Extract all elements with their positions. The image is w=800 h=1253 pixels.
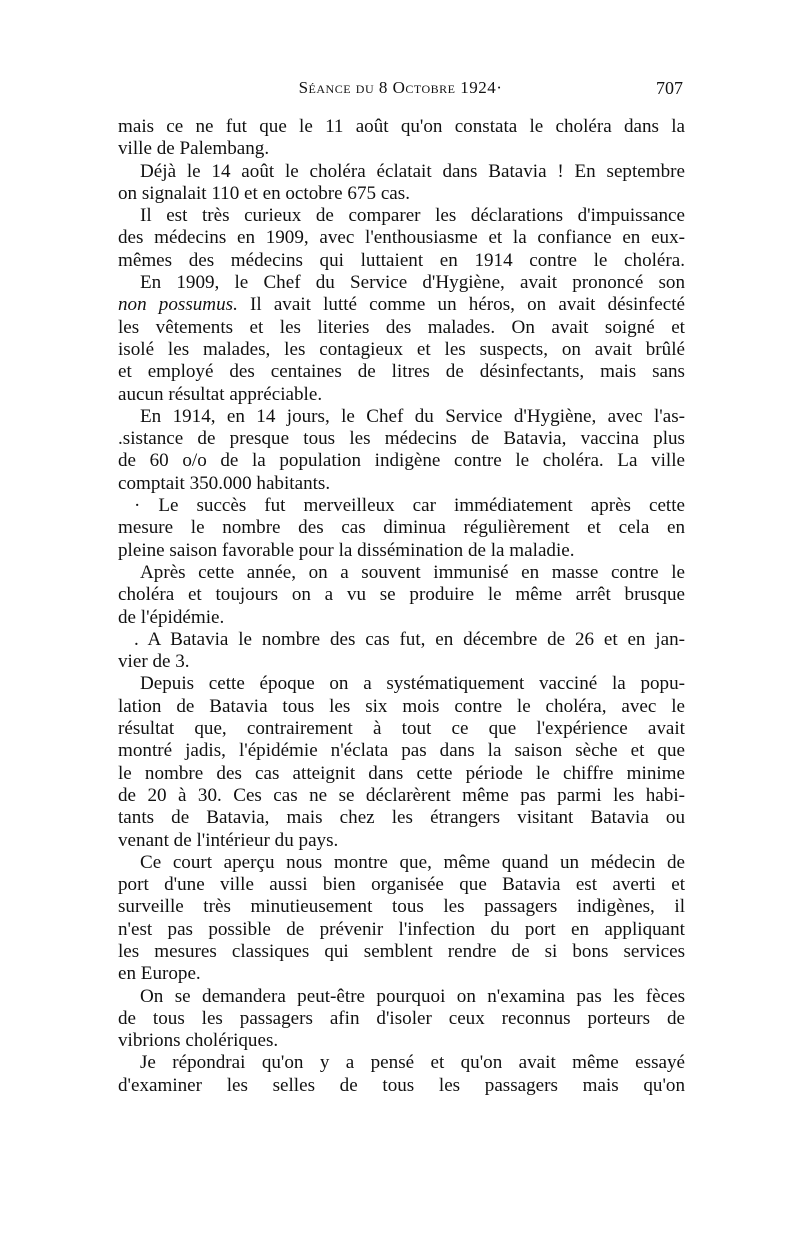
text-line: Déjà le 14 août le choléra éclatait dans Batavia ! En septembre	[140, 160, 685, 182]
text-line: mêmes des médecins qui luttaient en 1914 contre le choléra.	[118, 249, 685, 271]
text-line: En 1914, en 14 jours, le Chef du Service d'Hygiène, avec l'as-	[140, 405, 685, 427]
text-line: les mesures classiques qui semblent rendre de si bons services	[118, 940, 685, 962]
text-line: Après cette année, on a souvent immunisé en masse contre le	[140, 561, 685, 583]
text-line: isolé les malades, les contagieux et les suspects, on avait brûlé	[118, 338, 685, 360]
text-line: de 60 o/o de la population indigène contre le choléra. La ville	[118, 450, 685, 472]
text-line: résultat que, contrairement à tout ce que l'expérience avait	[118, 718, 685, 740]
text-line: d'examiner les selles de tous les passagers mais qu'on	[118, 1074, 685, 1096]
text-line: on signalait 110 et en octobre 675 cas.	[118, 182, 410, 204]
text-line: de 20 à 30. Ces cas ne se déclarèrent même pas parmi les habi-	[118, 784, 685, 806]
text-line: n'est pas possible de prévenir l'infection du port en appliquant	[118, 918, 685, 940]
text-line: vibrions cholériques.	[118, 1030, 279, 1052]
page-number: 707	[656, 78, 683, 98]
text-line: les vêtements et les literies des malades. On avait soigné et	[118, 316, 685, 338]
text-line: montré jadis, l'épidémie n'éclata pas dans la saison sèche et que	[118, 740, 685, 762]
text-line: port d'une ville aussi bien organisée que Batavia est averti et	[118, 874, 685, 896]
text-line: .sistance de presque tous les médecins de Batavia, vaccina plus	[118, 428, 685, 450]
text-line: . A Batavia le nombre des cas fut, en décembre de 26 et en jan-	[134, 628, 685, 650]
body-text	[118, 116, 685, 1097]
text-line: mesure le nombre des cas diminua régulièrement et cela en	[118, 517, 685, 539]
text-line: surveille très minutieusement tous les passagers indigènes, il	[118, 896, 685, 918]
text-line: lation de Batavia tous les six mois contre le choléra, avec le	[118, 695, 685, 717]
text-line: On se demandera peut-être pourquoi on n'examina pas les fèces	[140, 985, 685, 1007]
text-line: tants de Batavia, mais chez les étrangers visitant Batavia ou	[118, 807, 685, 829]
text-line: comptait 350.000 habitants.	[118, 472, 331, 494]
text-line: venant de l'intérieur du pays.	[118, 829, 339, 851]
text-line: pleine saison favorable pour la dissémination de la maladie.	[118, 539, 575, 561]
text-line: de tous les passagers afin d'isoler ceux reconnus porteurs de	[118, 1007, 685, 1029]
text-line: mais ce ne fut que le 11 août qu'on constata le choléra dans la	[118, 116, 685, 137]
text-line: Il est très curieux de comparer les déclarations d'impuissance	[140, 205, 685, 227]
page-header	[118, 78, 683, 104]
text-line: vier de 3.	[118, 651, 190, 673]
text-line: ville de Palembang.	[118, 138, 270, 160]
text-line: Depuis cette époque on a systématiquement vacciné la popu-	[140, 673, 685, 695]
text-line: et employé des centaines de litres de désinfectants, mais sans	[118, 361, 685, 383]
running-title: Séance du 8 Octobre 1924·	[298, 78, 503, 97]
text-line: En 1909, le Chef du Service d'Hygiène, avait prononcé son	[140, 272, 685, 294]
text-line: Je répondrai qu'on y a pensé et qu'on avait même essayé	[140, 1052, 685, 1074]
text-line: choléra et toujours on a vu se produire le même arrêt brusque	[118, 584, 685, 606]
text-line: de l'épidémie.	[118, 606, 225, 628]
text-line: en Europe.	[118, 963, 201, 985]
text-line: Ce court aperçu nous montre que, même quand un médecin de	[140, 851, 685, 873]
text-line: des médecins en 1909, avec l'enthousiasme et la confiance en eux-	[118, 227, 685, 249]
text-line: aucun résultat appréciable.	[118, 383, 323, 405]
italic-phrase: non possumus.	[118, 294, 238, 316]
text-line: · Le succès fut merveilleux car immédiatement après cette	[134, 495, 685, 517]
text-line: le nombre des cas atteignit dans cette période le chiffre minime	[118, 762, 685, 784]
text-line: non possumus. Il avait lutté comme un héros, on avait désinfecté	[118, 294, 685, 316]
